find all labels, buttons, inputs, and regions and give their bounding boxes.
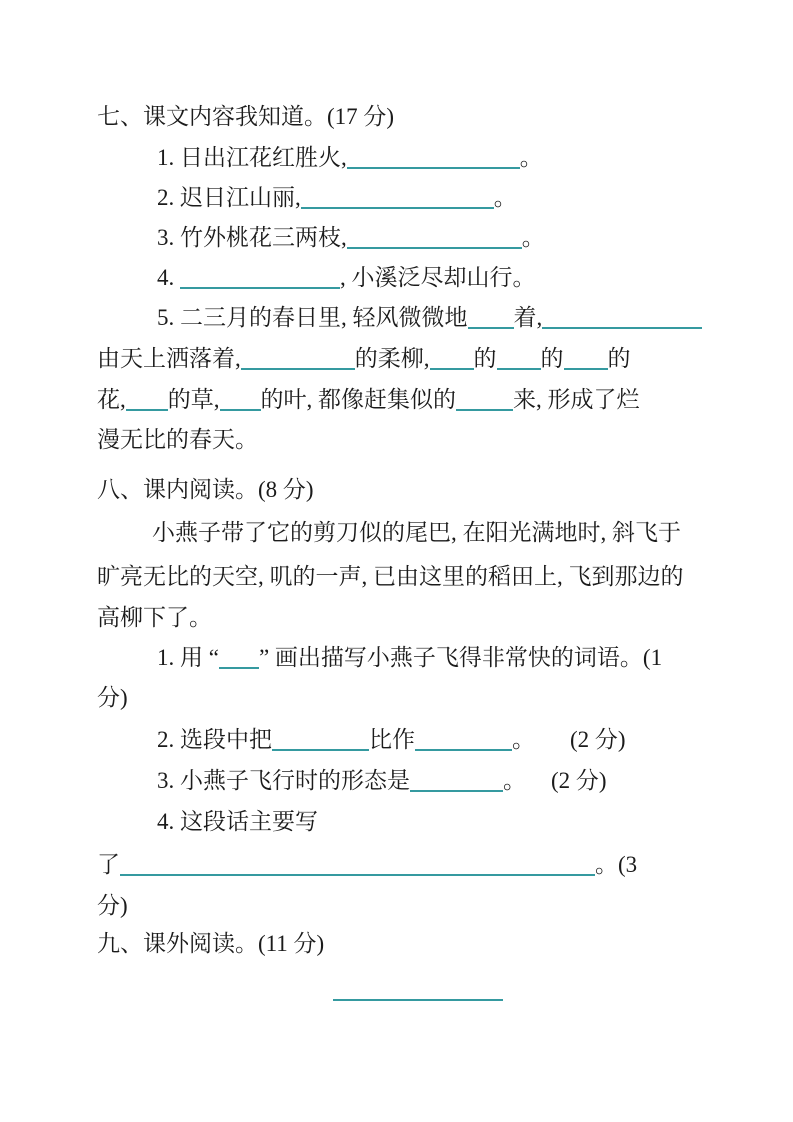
answer-blank [564,366,608,370]
answer-blank [468,325,514,329]
answer-blank [347,245,522,249]
section8-question-1-cont [97,678,128,718]
question-text: 的 [607,346,631,371]
question-text: 。 [521,225,545,250]
score-label: (2 分) [570,727,626,752]
answer-blank [456,407,513,411]
document-body [97,0,697,1122]
question-text: , 小溪泛尽却山行。 [340,265,536,290]
question-text: 。 [493,185,517,210]
question-text: 。 [519,145,543,170]
answer-blank [241,366,355,370]
section7-question-3 [97,218,545,258]
section7-question-4 [97,258,536,298]
answer-blank [120,872,595,876]
question-text: 5. 二三月的春日里, 轻风微微地 [157,305,468,330]
section8-question-2 [97,720,626,760]
passage-text: 旷亮无比的天空, 叽的一声, 已由这里的稻田上, 飞到那边的 [97,564,684,589]
section8-question-3 [97,761,607,801]
section8-question-4-line-2 [97,845,637,885]
question-text: 着, [513,305,543,330]
section8-question-4 [97,802,318,842]
question-text: 2. 选段中把 [157,727,272,752]
section7-question-5-line-2 [97,339,631,379]
answer-blank [180,285,340,289]
question-text: 的柔柳, [354,346,430,371]
section9-heading [97,924,324,964]
question-text: 。(3 [595,852,638,877]
section8-passage-line-1 [97,513,681,553]
section7-question-1 [97,138,543,178]
answer-blank [347,165,520,169]
answer-blank [126,407,168,411]
section8-passage-line-2 [97,557,684,597]
question-text: 3. 小燕子飞行时的形态是 [157,768,410,793]
question-text: 由天上洒落着, [97,346,241,371]
answer-blank [415,747,512,751]
section-heading-text: 九、课外阅读。(11 分) [97,931,325,956]
question-text: 了 [97,852,120,877]
section7-question-5-line-4 [97,420,258,460]
question-text: 4. 这段话主要写 [157,809,318,834]
answer-blank [272,747,369,751]
question-text: 分) [97,893,128,918]
answer-blank [220,407,261,411]
question-text: 来, 形成了烂 [513,387,640,412]
question-text: 3. 竹外桃花三两枝, [157,225,347,250]
question-text: ” 画出描写小燕子飞得非常快的词语。(1 [258,645,663,670]
answer-blank [219,665,259,669]
section-heading-text: 八、课内阅读。(8 分) [97,477,314,502]
question-text: 分) [97,685,128,710]
section7-question-5-line-3 [97,380,640,420]
section7-question-5-line-1 [97,298,702,338]
passage-text: 高柳下了。 [97,605,212,630]
question-text: 的叶, 都像赶集似的 [260,387,456,412]
section-heading-text: 七、课文内容我知道。(17 分) [97,104,395,129]
section8-question-4-cont [97,886,128,926]
answer-blank [301,205,494,209]
question-text: 。 [512,727,535,752]
section7-heading [97,97,394,137]
question-text: 花, [97,387,126,412]
score-label: (2 分) [551,768,607,793]
section8-passage-line-3 [97,598,212,638]
question-text: 比作 [369,727,415,752]
question-text: 的草, [167,387,220,412]
question-text: 的 [540,346,564,371]
section8-heading [97,470,314,510]
answer-blank [497,366,541,370]
question-text: 4. [157,265,180,290]
passage-text: 小燕子带了它的剪刀似的尾巴, 在阳光满地时, 斜飞于 [152,520,681,545]
question-text: 2. 迟日江山丽, [157,185,301,210]
question-text: 1. 用 “ [157,645,219,670]
section7-question-2 [97,178,517,218]
question-text: 的 [473,346,497,371]
answer-blank [410,788,503,792]
answer-blank [430,366,474,370]
question-text: 。 [503,768,526,793]
question-text: 漫无比的春天。 [97,427,258,452]
answer-blank [333,999,503,1001]
question-text: 1. 日出江花红胜火, [157,145,347,170]
section8-question-1 [97,638,662,678]
answer-blank [542,325,702,329]
